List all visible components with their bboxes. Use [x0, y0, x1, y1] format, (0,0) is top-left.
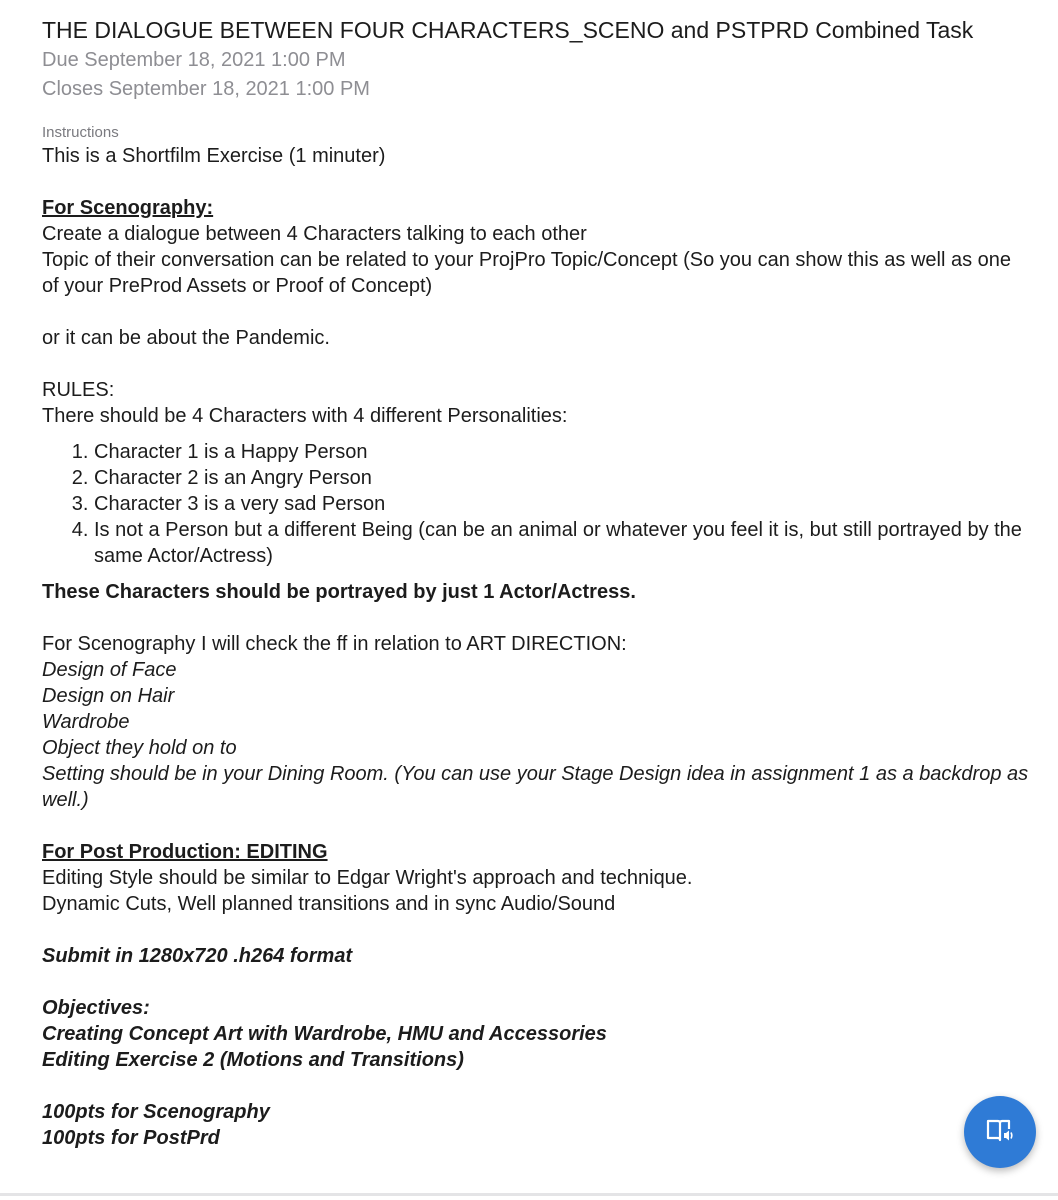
rules-list	[42, 439, 1032, 569]
rules-intro: There should be 4 Characters with 4 different Personalities:	[42, 405, 568, 427]
rule-item: 1. Character 1 is a Happy Person	[94, 439, 1032, 465]
close-date: Closes September 18, 2021 1:00 PM	[42, 78, 370, 100]
assignment-title: THE DIALOGUE BETWEEN FOUR CHARACTERS_SCENO and PSTPRD Combined Task	[42, 17, 974, 43]
objectives-label: Objectives:	[42, 997, 150, 1019]
due-date: Due September 18, 2021 1:00 PM	[42, 49, 346, 71]
rule-item: 3. Character 3 is a very sad Person	[94, 491, 1032, 517]
intro-text: This is a Shortfilm Exercise (1 minuter)	[42, 145, 386, 167]
assignment-page	[42, 14, 1032, 1151]
instructions-body	[42, 143, 1032, 1151]
scenography-line-2: Topic of their conversation can be related to your ProjPro Topic/Concept (So you can show this as well as one of your PreProd Assets or Proof of Concept)	[42, 249, 1012, 297]
objective-item: Editing Exercise 2 (Motions and Transitions)	[42, 1049, 464, 1071]
art-item: Wardrobe	[42, 711, 130, 733]
immersive-reader-button[interactable]	[964, 1096, 1036, 1168]
pandemic-text: or it can be about the Pandemic.	[42, 327, 330, 349]
art-item: Design on Hair	[42, 685, 175, 707]
scenography-line-1: Create a dialogue between 4 Characters talking to each other	[42, 223, 587, 245]
art-direction-intro: For Scenography I will check the ff in relation to ART DIRECTION:	[42, 633, 627, 655]
post-production-heading: For Post Production: EDITING	[42, 841, 328, 863]
points-item: 100pts for PostPrd	[42, 1127, 220, 1149]
art-item: Setting should be in your Dining Room. (You can use your Stage Design idea in assignment 1 as a backdrop as well.)	[42, 763, 1029, 811]
art-item: Object they hold on to	[42, 737, 237, 759]
one-actor-note: These Characters should be portrayed by just 1 Actor/Actress.	[42, 581, 636, 603]
rule-item: 2. Character 2 is an Angry Person	[94, 465, 1032, 491]
rules-label: RULES:	[42, 379, 115, 401]
objective-item: Creating Concept Art with Wardrobe, HMU and Accessories	[42, 1023, 607, 1045]
rule-item: 4. Is not a Person but a different Being (can be an animal or whatever you feel it is, but still portrayed by the same Actor/Actress)	[94, 517, 1032, 569]
scenography-heading: For Scenography:	[42, 197, 214, 219]
immersive-reader-icon	[985, 1115, 1015, 1150]
instructions-label: Instructions	[42, 124, 119, 141]
points-item: 100pts for Scenography	[42, 1101, 270, 1123]
bottom-divider	[0, 1193, 1058, 1196]
art-item: Design of Face	[42, 659, 177, 681]
post-production-line-1: Editing Style should be similar to Edgar Wright's approach and technique.	[42, 867, 693, 889]
submit-format: Submit in 1280x720 .h264 format	[42, 945, 353, 967]
post-production-line-2: Dynamic Cuts, Well planned transitions and in sync Audio/Sound	[42, 893, 616, 915]
